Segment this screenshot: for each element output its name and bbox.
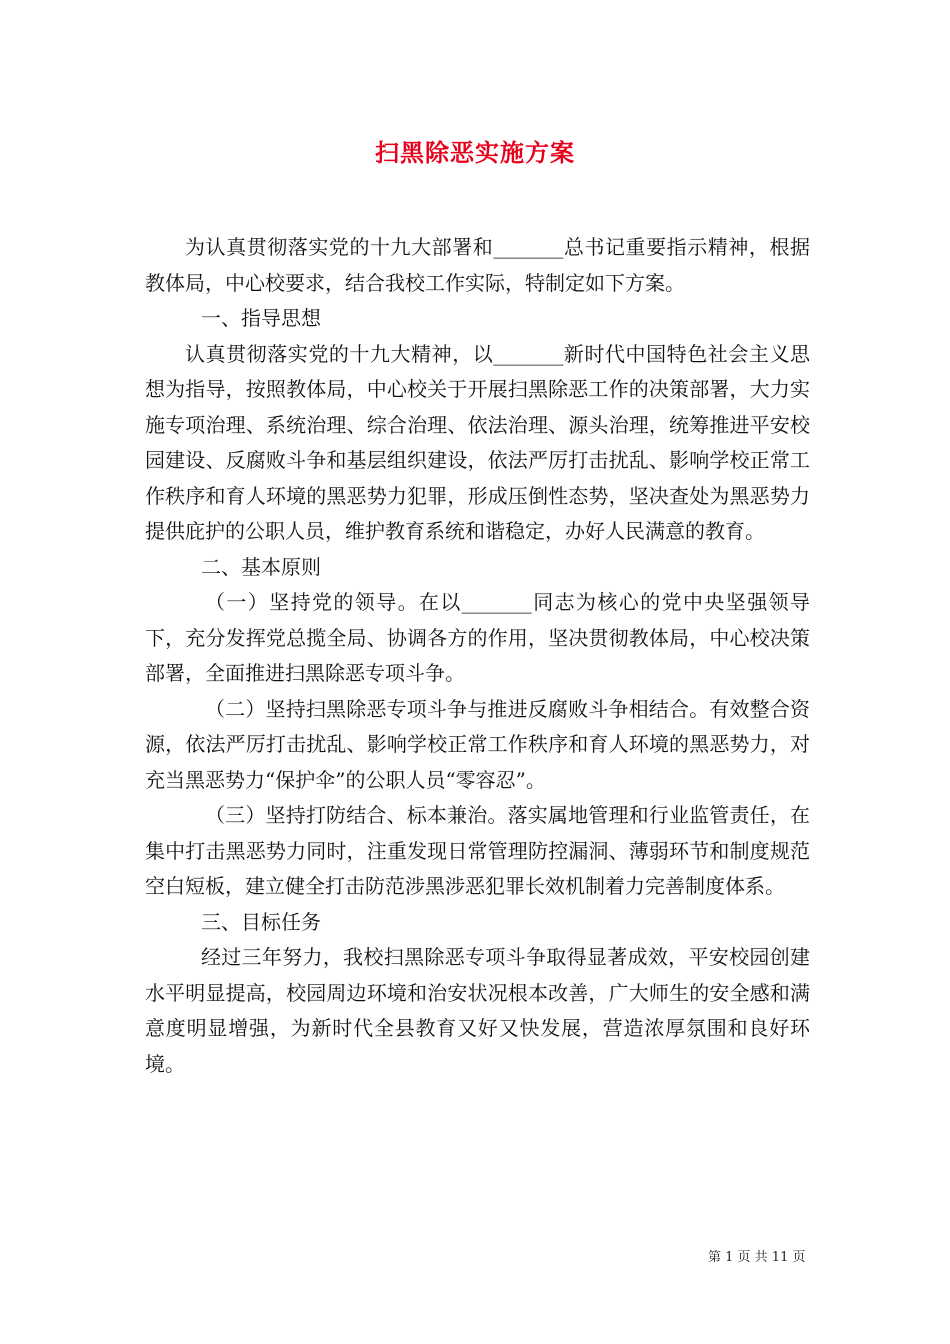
section-heading-goals: 三、目标任务 xyxy=(201,909,321,934)
intro-paragraph: 为认真贯彻落实党的十九大部署和_______总书记重要指示精神，根据教体局，中心校要求，结合我校工作实际，特制定如下方案。 xyxy=(145,235,810,295)
section-heading-basic-principles: 二、基本原则 xyxy=(201,554,321,579)
goals-paragraph: 经过三年努力，我校扫黑除恶专项斗争取得显著成效，平安校园创建水平明显提高，校园周边环境和治安状况根本改善，广大师生的安全感和满意度明显增强，为新时代全县教育又好又快发展，营造浓厚氛围和良好环境。 xyxy=(145,945,810,1076)
document-title: 扫黑除恶实施方案 xyxy=(375,138,575,167)
section-heading-guiding-ideology: 一、指导思想 xyxy=(201,306,321,330)
document-body xyxy=(145,230,810,1082)
principle-paragraph-3: （三）坚持打防结合、标本兼治。落实属地管理和行业监管责任，在集中打击黑恶势力同时，注重发现日常管理防控漏洞、薄弱环节和制度规范空白短板，建立健全打击防范涉黑涉恶犯罪长效机制着力完善制度体系。 xyxy=(145,803,810,898)
principle-paragraph-2: （二）坚持扫黑除恶专项斗争与推进反腐败斗争相结合。有效整合资源，依法严厉打击扰乱、影响学校正常工作秩序和育人环境的黑恶势力，对充当黑恶势力“保护伞”的公职人员“零容忍”。 xyxy=(145,696,810,792)
page-number: 第 1 页 共 11 页 xyxy=(708,1250,806,1265)
guiding-ideology-paragraph: 认真贯彻落实党的十九大精神，以_______新时代中国特色社会主义思想为指导，按照教体局，中心校关于开展扫黑除恶工作的决策部署，大力实施专项治理、系统治理、综合治理、依法治理、源头治理，统筹推进平安校园建设、反腐败斗争和基层组织建设，依法严厉打击扰乱、影响学校正常工作秩序和育人环境的黑恶势力犯罪，形成压倒性态势，坚决查处为黑恶势力提供庇护的公职人员，维护教育系统和谐稳定，办好人民满意的教育。 xyxy=(145,341,810,543)
principle-paragraph-1: （一）坚持党的领导。在以_______同志为核心的党中央坚强领导下，充分发挥党总揽全局、协调各方的作用，坚决贯彻教体局，中心校决策部署，全面推进扫黑除恶专项斗争。 xyxy=(145,590,810,685)
